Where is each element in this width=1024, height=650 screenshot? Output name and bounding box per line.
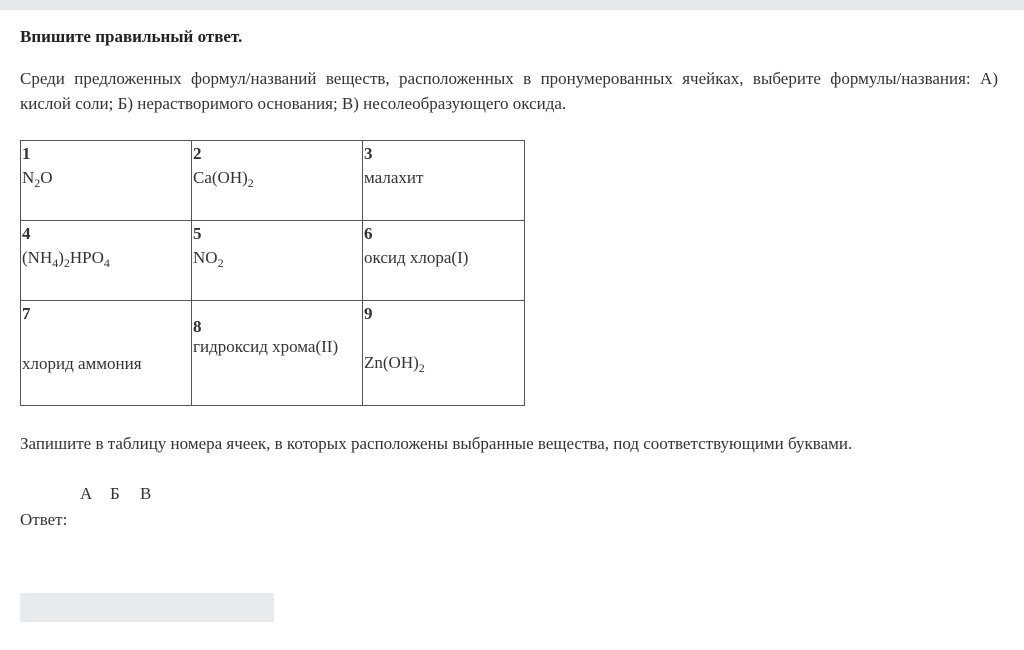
cell-8 bbox=[192, 301, 363, 406]
instruction-heading: Впишите правильный ответ. bbox=[20, 27, 243, 46]
letter-v: В bbox=[140, 484, 152, 503]
top-bar bbox=[0, 0, 1024, 10]
cell-number: 4 bbox=[22, 224, 31, 243]
answer-instruction: Запишите в таблицу номера ячеек, в которых расположены выбранные вещества, под соответствующими буквами. bbox=[20, 434, 853, 453]
cell-formula: $N_2O$ bbox=[22, 168, 53, 190]
cell-name: оксид хлора(I) bbox=[364, 248, 469, 267]
cell-number: 9 bbox=[364, 304, 373, 323]
answer-letters bbox=[80, 484, 170, 504]
cell-6 bbox=[363, 221, 525, 301]
cell-number: 5 bbox=[193, 224, 202, 243]
cell-name: гидроксид хрома(II) bbox=[193, 337, 339, 356]
cell-number: 8 bbox=[193, 317, 202, 336]
cell-9 bbox=[363, 301, 525, 406]
answer-label: Ответ: bbox=[20, 510, 68, 529]
cell-number: 6 bbox=[364, 224, 373, 243]
cell-formula: $NO_2$ bbox=[193, 248, 224, 270]
answer-input[interactable] bbox=[20, 593, 274, 622]
cell-formula: $Ca(OH)_2$ bbox=[193, 168, 254, 190]
cell-number: 2 bbox=[193, 144, 202, 163]
cell-number: 7 bbox=[22, 304, 31, 323]
cell-3 bbox=[363, 141, 525, 221]
letter-a: А bbox=[80, 484, 93, 503]
substances-table bbox=[20, 140, 525, 406]
cell-5 bbox=[192, 221, 363, 301]
cell-name: хлорид аммония bbox=[22, 354, 142, 373]
cell-number: 1 bbox=[22, 144, 31, 163]
cell-4 bbox=[21, 221, 192, 301]
cell-2 bbox=[192, 141, 363, 221]
cell-1 bbox=[21, 141, 192, 221]
cell-7 bbox=[21, 301, 192, 406]
letter-b: Б bbox=[110, 484, 120, 503]
cell-formula: $Zn(OH)_2$ bbox=[364, 353, 425, 375]
cell-formula: $(NH_4)_2HPO_4$ bbox=[22, 248, 110, 270]
question-text: Среди предложенных формул/названий веществ, расположенных в пронумерованных ячейках, выберите формулы/названия: А) кислой соли; Б) нерастворимого основания; В) несолеобразующего оксида. bbox=[20, 69, 998, 113]
cell-name: малахит bbox=[364, 168, 424, 187]
cell-number: 3 bbox=[364, 144, 373, 163]
